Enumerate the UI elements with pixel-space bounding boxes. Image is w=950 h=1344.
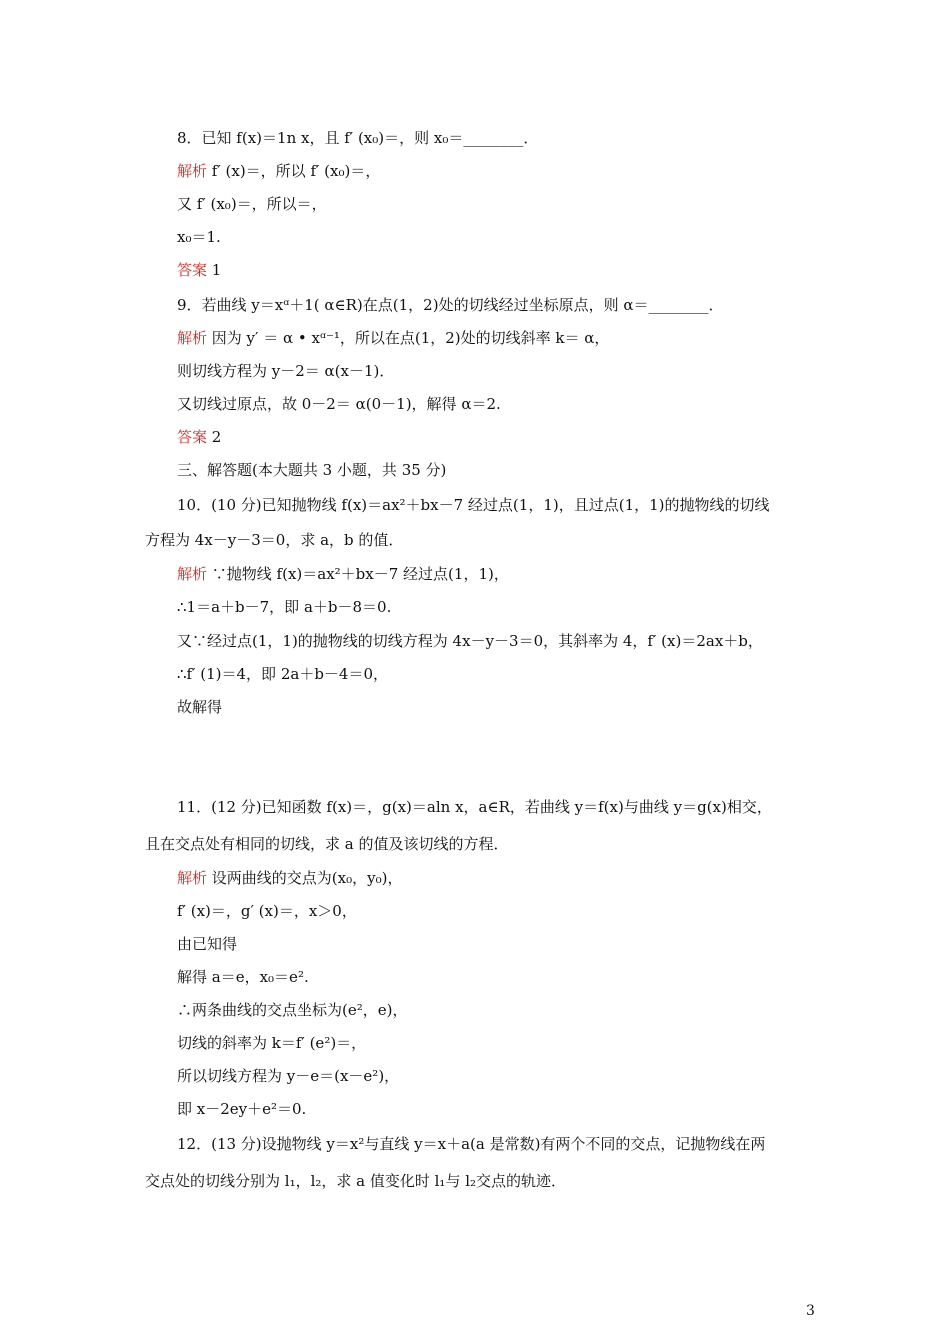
problem-11-solution-line: 解得 a＝e，x₀＝e². (177, 968, 309, 986)
problem-10-solution-line: ∴1＝a＋b－7，即 a＋b－8＝0. (177, 598, 392, 616)
answer-label: 答案 (177, 428, 208, 446)
problem-10-statement-continued: 方程为 4x－y－3＝0，求 a，b 的值． (145, 531, 404, 549)
problem-8-solution-line: 又 f′ (x₀)＝，所以＝， (177, 195, 327, 213)
solution-label: 解析 (177, 329, 208, 347)
problem-11-solution-line: 切线的斜率为 k＝f′ (e²)＝， (177, 1034, 367, 1052)
answer-label: 答案 (177, 261, 208, 279)
problem-11-solution-line: f′ (x)＝，g′ (x)＝，x＞0， (177, 902, 357, 920)
problem-9-solution-line: 又切线过原点，故 0－2＝ α(0－1)，解得 α＝2. (177, 395, 501, 413)
problem-11-statement-continued: 且在交点处有相同的切线，求 a 的值及该切线的方程． (145, 835, 509, 853)
problem-8-statement: 8．已知 f(x)＝1n x，且 f′ (x₀)＝，则 x₀＝________． (177, 129, 539, 147)
problem-8-solution-line: 解析 f′ (x)＝，所以 f′ (x₀)＝， (177, 162, 381, 180)
solution-label: 解析 (177, 162, 208, 180)
problem-10-solution-line: ∴f′ (1)＝4，即 2a＋b－4＝0， (177, 665, 389, 683)
problem-9-solution-line: 则切线方程为 y－2＝ α(x－1)． (177, 362, 395, 380)
problem-11-solution-line: ∴两条曲线的交点坐标为(e²，e)， (177, 1001, 408, 1019)
page-number: 3 (806, 1303, 815, 1319)
section-heading: 三、解答题(本大题共 3 小题，共 35 分) (177, 461, 447, 479)
problem-10-solution-line: 解析 ∵抛物线 f(x)＝ax²＋bx－7 经过点(1，1)， (177, 565, 509, 583)
problem-10-statement: 10．(10 分)已知抛物线 f(x)＝ax²＋bx－7 经过点(1，1)，且过点(1，1)的抛物线的切线 (177, 496, 770, 514)
problem-9-statement: 9．若曲线 y＝xᵅ＋1( α∈R)在点(1，2)处的切线经过坐标原点，则 α＝________． (177, 296, 724, 314)
problem-11-solution-line: 所以切线方程为 y－e＝(x－e²)， (177, 1067, 400, 1085)
problem-12-statement: 12．(13 分)设抛物线 y＝x²与直线 y＝x＋a(a 是常数)有两个不同的交点，记抛物线在两 (177, 1135, 766, 1153)
problem-8-solution-line: x₀＝1. (177, 228, 221, 246)
problem-9-answer: 答案 2 (177, 428, 222, 446)
problem-12-statement-continued: 交点处的切线分别为 l₁，l₂，求 a 值变化时 l₁与 l₂交点的轨迹． (145, 1172, 567, 1190)
problem-10-solution-line: 故解得 (177, 698, 223, 716)
problem-11-solution-line: 解析 设两曲线的交点为(x₀，y₀)， (177, 869, 403, 887)
problem-8-answer: 答案 1 (177, 261, 222, 279)
problem-11-solution-line: 即 x－2ey＋e²＝0. (177, 1100, 307, 1118)
problem-11-solution-line: 由已知得 (177, 935, 238, 953)
problem-10-solution-line: 又∵经过点(1，1)的抛物线的切线方程为 4x－y－3＝0，其斜率为 4，f′ (x)＝2ax＋b， (177, 632, 763, 650)
solution-label: 解析 (177, 565, 208, 583)
solution-label: 解析 (177, 869, 208, 887)
problem-9-solution-line: 解析 因为 y′ ＝ α • xᵅ⁻¹，所以在点(1，2)处的切线斜率 k＝ α， (177, 329, 610, 347)
problem-11-statement: 11．(12 分)已知函数 f(x)＝，g(x)＝aln x，a∈R，若曲线 y＝f(x)与曲线 y＝g(x)相交， (177, 798, 772, 816)
